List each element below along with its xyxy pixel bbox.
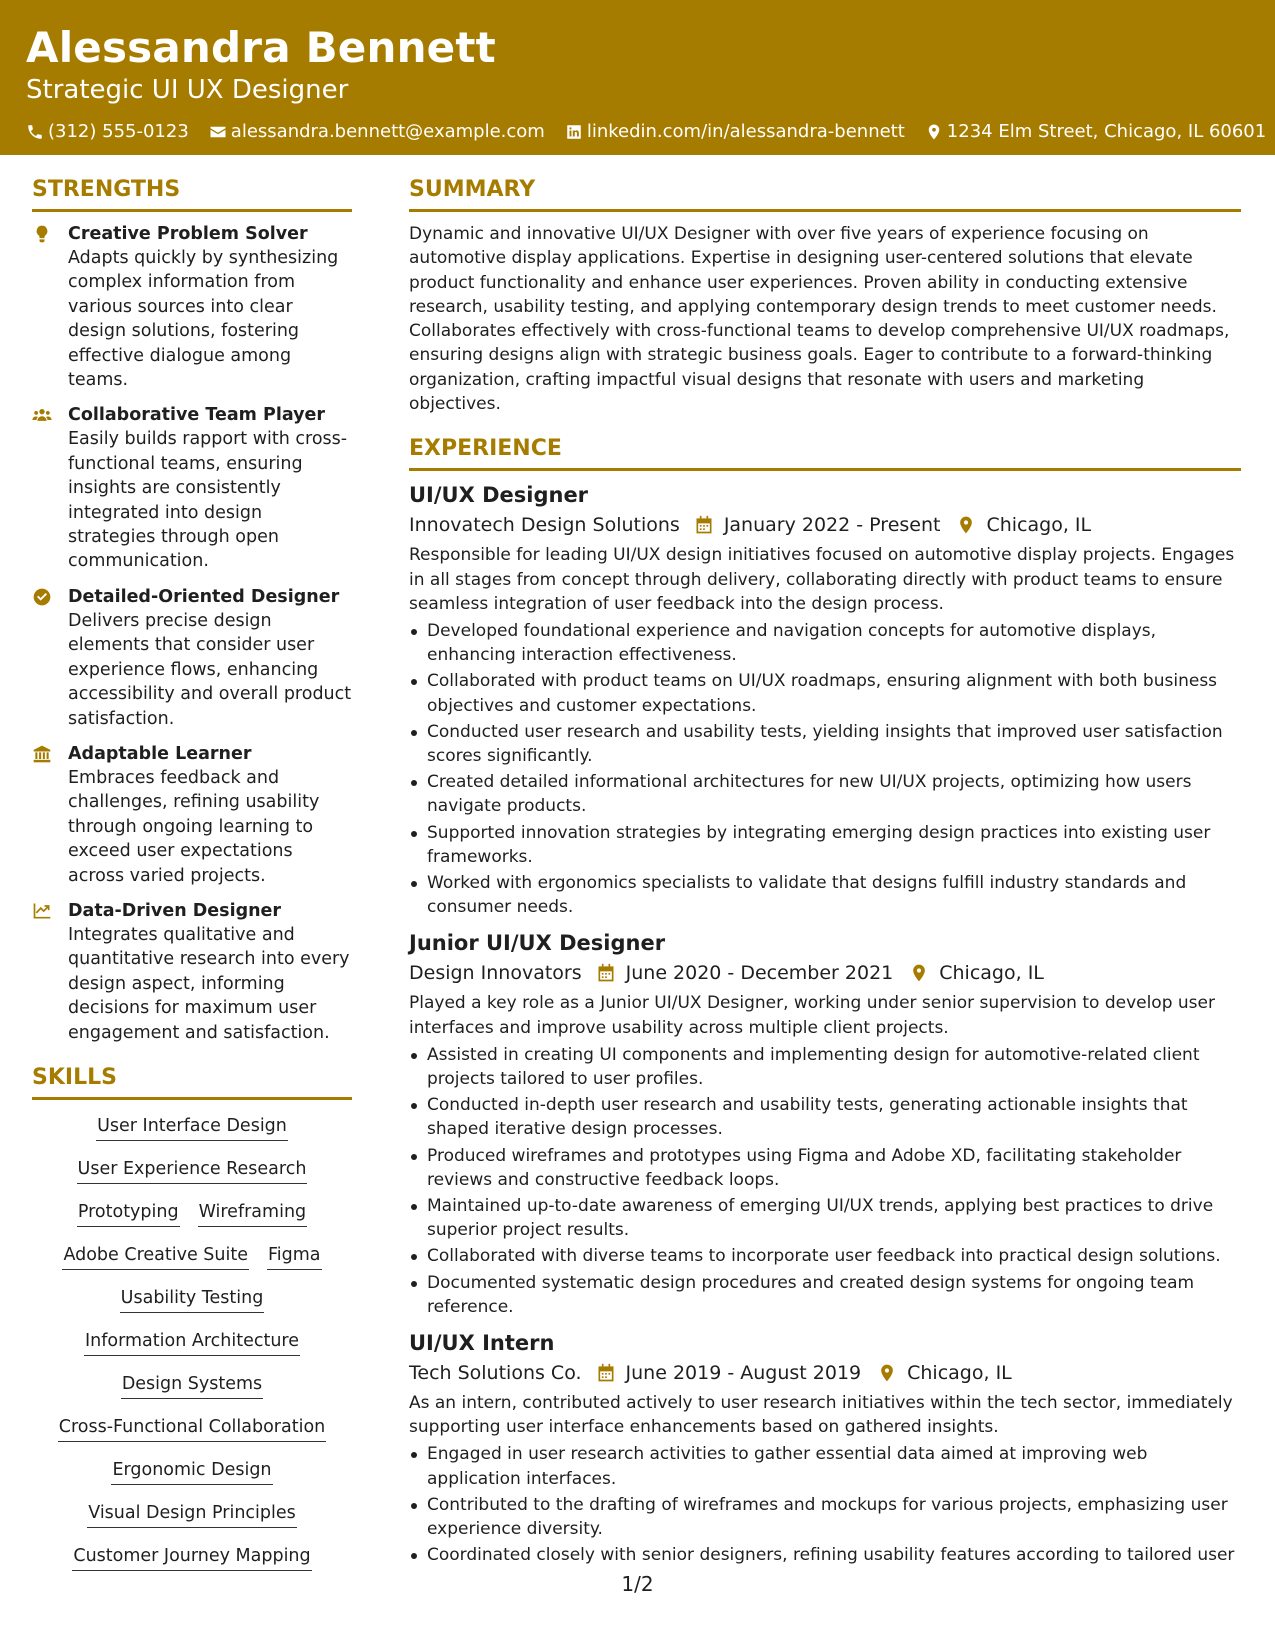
institution-icon (32, 744, 52, 764)
map-pin-icon (909, 963, 929, 983)
strength-desc: Embraces feedback and challenges, refining usability through ongoing learning to exceed user expectations across varied projects. (68, 767, 320, 886)
strength-desc: Integrates qualitative and quantitative research into every design aspect, informing decisions for maximum user engagement and satisfaction. (68, 924, 350, 1043)
job-dates: June 2020 - December 2021 (625, 962, 894, 985)
contact-address (925, 120, 1266, 144)
job-description: As an intern, contributed actively to user research initiatives within the tech sector, immediately supporting user interface enhancements based on gathered insights. (409, 1393, 1233, 1438)
strength-title: Detailed-Oriented Designer (68, 586, 340, 607)
job-location: Chicago, IL (907, 1362, 1012, 1385)
strength-title: Data-Driven Designer (68, 900, 282, 921)
job-bullets (409, 619, 1241, 919)
job-location: Chicago, IL (986, 514, 1092, 537)
job-entry (409, 929, 1241, 1319)
strength-item (32, 403, 352, 573)
envelope-icon (209, 123, 227, 141)
email-text: alessandra.bennett@example.com (230, 121, 545, 142)
job-entry (409, 1329, 1241, 1567)
map-pin-icon (877, 1363, 897, 1383)
strength-desc: Adapts quickly by synthesizing complex information from various sources into clear design solutions, fostering effective dialogue among teams. (68, 248, 339, 391)
job-dates: January 2022 - Present (723, 514, 941, 537)
list-item: Developed foundational experience and navigation concepts for automotive displays, enhancing interaction effectiveness. (409, 619, 1241, 667)
strengths-heading: STRENGTHS (32, 175, 352, 212)
skill-tag: Customer Journey Mapping (72, 1544, 311, 1571)
strength-item (32, 899, 352, 1045)
list-item: Worked with ergonomics specialists to validate that designs fulfill industry standards and consumer needs. (409, 871, 1241, 919)
contact-email[interactable] (209, 120, 545, 144)
skill-tag: User Experience Research (77, 1157, 308, 1184)
right-column (409, 175, 1241, 1577)
lightbulb-icon (32, 224, 52, 244)
strength-item (32, 742, 352, 888)
job-bullets (409, 1043, 1241, 1319)
strength-title: Adaptable Learner (68, 743, 252, 764)
linkedin-icon (565, 123, 583, 141)
skill-tag: Usability Testing (120, 1286, 265, 1313)
skill-tag: Prototyping (77, 1200, 180, 1227)
skill-tag: Design Systems (121, 1372, 263, 1399)
skill-tag: User Interface Design (96, 1114, 288, 1141)
calendar-icon (596, 963, 616, 983)
job-company: Tech Solutions Co. (409, 1362, 582, 1385)
skill-tag: Wireframing (198, 1200, 308, 1227)
job-description: Responsible for leading UI/UX design initiatives focused on automotive display projects. Engages in all stages from concept through delivery, collaborating directly with product teams to ensure seamless integration of user feedback into the design process. (409, 545, 1235, 614)
list-item: Produced wireframes and prototypes using Figma and Adobe XD, facilitating stakeholder reviews and constructive feedback loops. (409, 1144, 1241, 1192)
strength-item (32, 222, 352, 392)
page-number: 1/2 (621, 1572, 654, 1596)
list-item: Coordinated closely with senior designers, refining usability features according to tailored user (409, 1543, 1241, 1567)
left-column (32, 175, 352, 1587)
job-entry (409, 481, 1241, 919)
skill-tag: Visual Design Principles (87, 1501, 297, 1528)
list-item: Conducted user research and usability tests, yielding insights that improved user satisfaction scores significantly. (409, 720, 1241, 768)
list-item: Collaborated with product teams on UI/UX roadmaps, ensuring alignment with both business objectives and customer expectations. (409, 669, 1241, 717)
phone-icon (26, 123, 44, 141)
skill-tag: Ergonomic Design (111, 1458, 272, 1485)
address-text: 1234 Elm Street, Chicago, IL 60601 (946, 121, 1267, 142)
job-title: UI/UX Designer (409, 483, 589, 508)
list-item: Engaged in user research activities to gather essential data aimed at improving web application interfaces. (409, 1442, 1241, 1490)
list-item: Contributed to the drafting of wireframes and mockups for various projects, emphasizing user experience diversity. (409, 1493, 1241, 1541)
map-pin-icon (925, 123, 943, 141)
calendar-icon (596, 1363, 616, 1383)
linkedin-text: linkedin.com/in/alessandra-bennett (586, 121, 905, 142)
job-dates: June 2019 - August 2019 (625, 1362, 862, 1385)
list-item: Maintained up-to-date awareness of emerging UI/UX trends, applying best practices to drive superior project results. (409, 1194, 1241, 1242)
list-item: Created detailed informational architectures for new UI/UX projects, optimizing how users navigate products. (409, 770, 1241, 818)
list-item: Conducted in-depth user research and usability tests, generating actionable insights that shaped iterative design processes. (409, 1093, 1241, 1141)
resume-header (0, 0, 1275, 155)
job-title: Junior UI/UX Designer (409, 931, 666, 956)
map-pin-icon (956, 515, 976, 535)
list-item: Collaborated with diverse teams to incorporate user feedback into practical design solutions. (409, 1244, 1241, 1268)
strength-title: Creative Problem Solver (68, 224, 308, 244)
candidate-role: Strategic UI UX Designer (26, 75, 349, 105)
skills-list (32, 1114, 352, 1571)
skill-tag: Figma (267, 1243, 322, 1270)
strength-desc: Easily builds rapport with cross-functional teams, ensuring insights are consistently integrated into design strategies through open communication. (68, 429, 348, 572)
experience-heading: EXPERIENCE (409, 434, 1241, 471)
skill-tag: Cross-Functional Collaboration (58, 1415, 327, 1442)
list-item: Supported innovation strategies by integrating emerging design practices into existing user frameworks. (409, 821, 1241, 869)
phone-text: (312) 555-0123 (48, 121, 189, 142)
summary-heading: SUMMARY (409, 175, 1241, 212)
job-title: UI/UX Intern (409, 1331, 555, 1356)
summary-text: Dynamic and innovative UI/UX Designer with over five years of experience focusing on automotive display applications. Expertise in designing user-centered solutions that elevate product functionality and enhance user experiences. Proven ability in conducting extensive research, usability testing, and applying contemporary design trends to meet customer needs. Collaborates effectively with cross-functional teams to develop comprehensive UI/UX roadmaps, ensuring designs align with strategic business goals. Eager to contribute to a forward-thinking organization, crafting impactful visual designs that resonate with users and marketing objectives. (409, 224, 1230, 415)
job-meta (409, 511, 1241, 539)
calendar-icon (694, 515, 714, 535)
contact-phone[interactable] (26, 120, 189, 144)
job-meta (409, 1359, 1241, 1387)
strength-title: Collaborative Team Player (68, 405, 326, 426)
contact-bar (26, 120, 1267, 144)
job-location: Chicago, IL (939, 962, 1044, 985)
skill-tag: Information Architecture (84, 1329, 300, 1356)
strength-desc: Delivers precise design elements that consider user experience flows, enhancing accessibility and overall product satisfaction. (68, 610, 352, 729)
chart-line-icon (32, 901, 52, 921)
list-item: Assisted in creating UI components and implementing design for automotive-related client projects tailored to user profiles. (409, 1043, 1241, 1091)
list-item: Documented systematic design procedures and created design systems for ongoing team reference. (409, 1271, 1241, 1319)
users-icon (32, 405, 52, 425)
job-description: Played a key role as a Junior UI/UX Designer, working under senior supervision to develop user interfaces and improve usability across multiple client projects. (409, 993, 1215, 1038)
candidate-name: Alessandra Bennett (26, 23, 496, 72)
check-circle-icon (32, 587, 52, 607)
skill-tag: Adobe Creative Suite (62, 1243, 249, 1270)
skills-heading: SKILLS (32, 1063, 352, 1100)
job-company: Innovatech Design Solutions (409, 514, 680, 537)
contact-linkedin[interactable] (565, 120, 905, 144)
job-meta (409, 959, 1241, 987)
strength-item (32, 585, 352, 731)
job-company: Design Innovators (409, 962, 582, 985)
job-bullets (409, 1442, 1241, 1567)
